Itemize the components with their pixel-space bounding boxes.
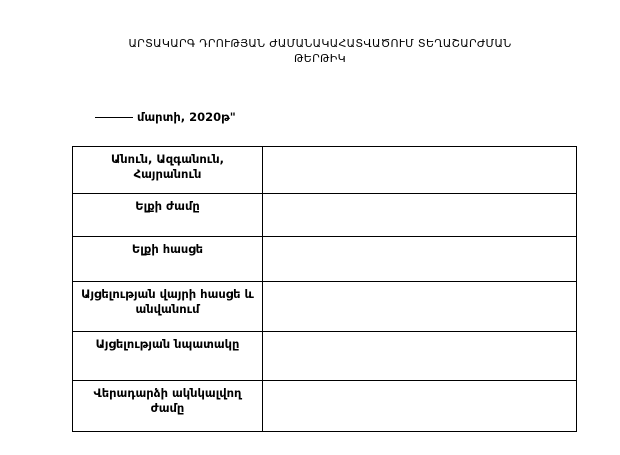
form-row-exit-time (73, 194, 577, 237)
title-line-1: ԱՐՏԱԿԱՐԳ ԴՐՈՒԹՅԱՆ ԺԱՄԱՆԱԿԱՀԱՏՎԱԾՈՒՄ ՏԵՂԱՇԱՐԺՄԱՆ (128, 37, 512, 50)
row-label-return-time: Վերադարձի ակնկալվող ժամը (73, 381, 263, 432)
row-label-visit-purpose: Այցելության նպատակը (73, 332, 263, 381)
form-row-return-time (73, 381, 577, 432)
date-blank-line (95, 117, 133, 118)
form-row-name (73, 147, 577, 194)
form-row-visit-purpose (73, 332, 577, 381)
movement-form-table (72, 146, 577, 432)
document-title (90, 36, 550, 66)
row-field-return-time[interactable] (263, 381, 577, 432)
row-label-visit-address: Այցելության վայրի հասցե և անվանում (73, 282, 263, 332)
title-line-2: ԹԵՐԹԻԿ (293, 52, 347, 65)
row-field-visit-address[interactable] (263, 282, 577, 332)
row-field-exit-address[interactable] (263, 237, 577, 282)
date-text: մարտի, 2020թ" (137, 110, 236, 124)
row-field-name[interactable] (263, 147, 577, 194)
form-row-exit-address (73, 237, 577, 282)
row-label-exit-address: Ելքի հասցե (73, 237, 263, 282)
date-line (95, 110, 236, 124)
row-field-exit-time[interactable] (263, 194, 577, 237)
row-label-name: Անուն, Ազգանուն, Հայրանուն (73, 147, 263, 194)
row-label-exit-time: Ելքի ժամը (73, 194, 263, 237)
form-row-visit-address (73, 282, 577, 332)
row-field-visit-purpose[interactable] (263, 332, 577, 381)
